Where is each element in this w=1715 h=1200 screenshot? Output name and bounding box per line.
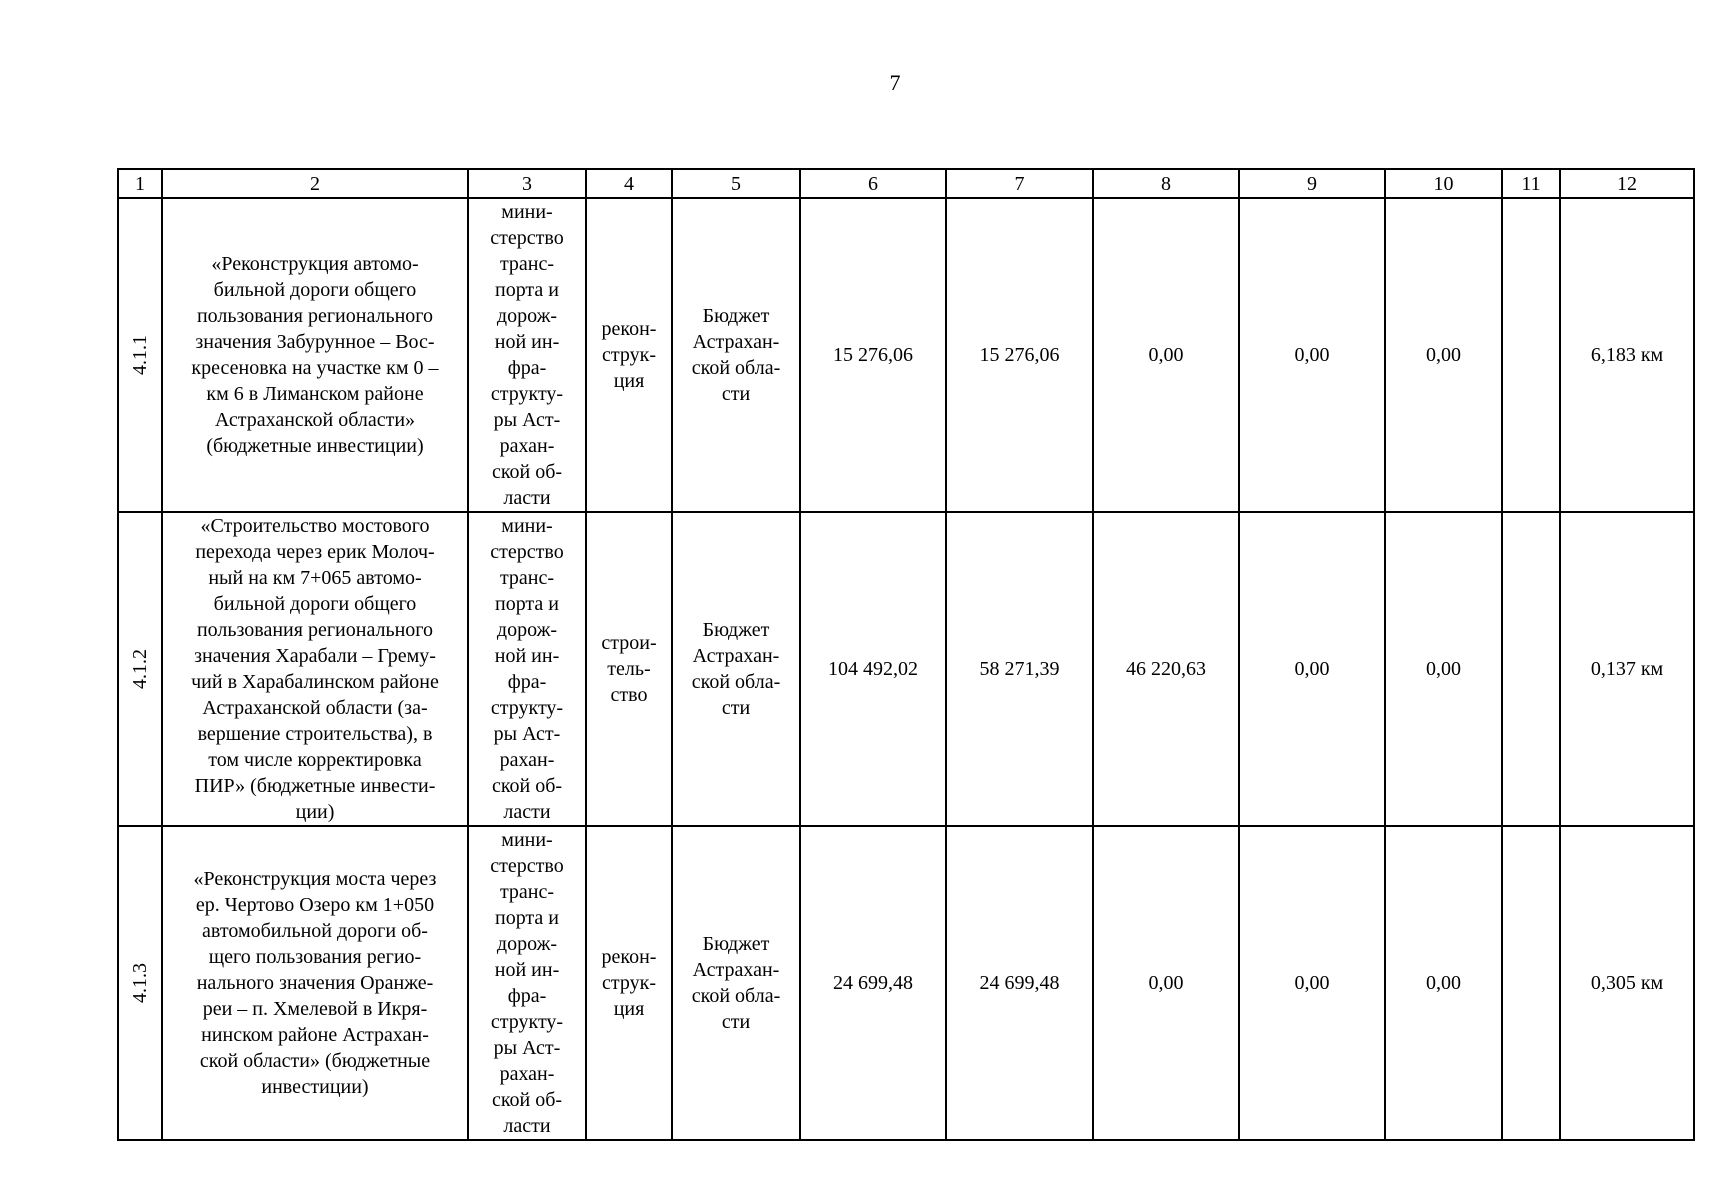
value-cell: 24 699,48 (800, 826, 946, 1140)
page-number: 7 (889, 70, 901, 95)
value-cell: 0,00 (1239, 826, 1385, 1140)
work-type-cell: рекон- струк- ция (586, 826, 672, 1140)
value-cell: 15 276,06 (800, 198, 946, 512)
value-cell (1502, 198, 1560, 512)
description-cell: «Реконструкция моста через ер. Чертово Озеро км 1+050 автомобильной дороги об- щего пользования регио- нального значения Оранже- реи – п. Хмелевой в Икря- нинском районе Астрахан- ской области» (бюджетные инвестиции) (162, 826, 468, 1140)
indicator-cell: 6,183 км (1560, 198, 1694, 512)
table-row (118, 826, 1694, 1140)
table-row (118, 512, 1694, 826)
row-number-cell (118, 512, 162, 826)
row-number: 4.1.3 (129, 963, 151, 1003)
value-cell: 0,00 (1385, 198, 1502, 512)
executor-cell: мини- стерство транс- порта и дорож- ной ин- фра- структу- ры Аст- рахан- ской об- ласти (468, 512, 586, 826)
header-cell: 12 (1560, 169, 1694, 198)
value-cell: 0,00 (1093, 198, 1239, 512)
executor-cell: мини- стерство транс- порта и дорож- ной ин- фра- структу- ры Аст- рахан- ской об- ласти (468, 826, 586, 1140)
work-type-cell: рекон- струк- ция (586, 198, 672, 512)
description-cell: «Реконструкция автомо- бильной дороги общего пользования регионального значения Забурунное – Вос- кресеновка на участке км 0 – км 6 в Лиманском районе Астраханской области» (бюджетные инвестиции) (162, 198, 468, 512)
value-cell (1502, 826, 1560, 1140)
value-cell: 104 492,02 (800, 512, 946, 826)
value-cell: 0,00 (1239, 198, 1385, 512)
indicator-cell: 0,137 км (1560, 512, 1694, 826)
row-number-cell (118, 826, 162, 1140)
row-number: 4.1.1 (129, 335, 151, 375)
value-cell: 15 276,06 (946, 198, 1093, 512)
value-cell: 0,00 (1239, 512, 1385, 826)
header-cell: 8 (1093, 169, 1239, 198)
header-cell: 11 (1502, 169, 1560, 198)
table-row (118, 198, 1694, 512)
header-cell: 7 (946, 169, 1093, 198)
value-cell: 46 220,63 (1093, 512, 1239, 826)
row-number: 4.1.2 (129, 649, 151, 689)
description-cell: «Строительство мостового перехода через ерик Молоч- ный на км 7+065 автомо- бильной дороги общего пользования регионального значения Харабали – Грему- чий в Харабалинском районе Астраханской области (за- вершение строительства), в том числе корректировка ПИР» (бюджетные инвести- ции) (162, 512, 468, 826)
value-cell: 0,00 (1385, 826, 1502, 1140)
header-cell: 6 (800, 169, 946, 198)
funding-source-cell: Бюджет Астрахан- ской обла- сти (672, 826, 800, 1140)
header-cell: 2 (162, 169, 468, 198)
header-cell: 1 (118, 169, 162, 198)
executor-cell: мини- стерство транс- порта и дорож- ной ин- фра- структу- ры Аст- рахан- ской об- ласти (468, 198, 586, 512)
header-cell: 9 (1239, 169, 1385, 198)
table-header-row (118, 169, 1694, 198)
row-number-cell (118, 198, 162, 512)
value-cell: 58 271,39 (946, 512, 1093, 826)
program-table (117, 168, 1695, 1141)
funding-source-cell: Бюджет Астрахан- ской обла- сти (672, 198, 800, 512)
funding-source-cell: Бюджет Астрахан- ской обла- сти (672, 512, 800, 826)
value-cell: 0,00 (1093, 826, 1239, 1140)
value-cell: 24 699,48 (946, 826, 1093, 1140)
header-cell: 10 (1385, 169, 1502, 198)
header-cell: 4 (586, 169, 672, 198)
value-cell: 0,00 (1385, 512, 1502, 826)
header-cell: 5 (672, 169, 800, 198)
indicator-cell: 0,305 км (1560, 826, 1694, 1140)
header-cell: 3 (468, 169, 586, 198)
value-cell (1502, 512, 1560, 826)
work-type-cell: строи- тель- ство (586, 512, 672, 826)
